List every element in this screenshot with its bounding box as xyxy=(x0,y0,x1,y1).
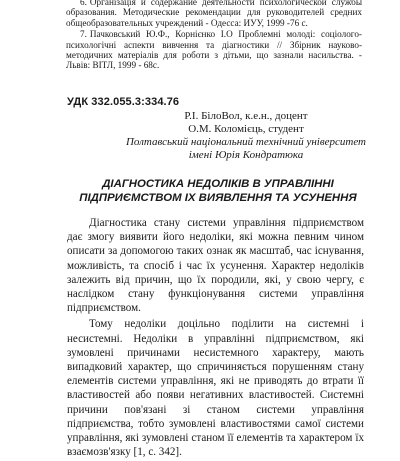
reference-list xyxy=(66,0,362,72)
reference-item-7 xyxy=(66,29,362,71)
reference-number: 6. xyxy=(80,0,87,7)
body-paragraph-1: Діагностика стану системи управління підприємством дає змогу виявити його недоліки, які можна певним чином описати за допомогою таких ознак як масштаб, час існування, можливість, та спосіб і час їх усунення. Характер недоліків залежить від причин, що їх породили, які, у свою чергу, є наслідком стану функціонування системи управління підприємством. xyxy=(67,217,364,315)
reference-number: 7. xyxy=(80,29,87,40)
article-title: ДІАГНОСТИКА НЕДОЛІКІВ В УПРАВЛІННІ ПІДПРИЄМСТВОМ ІХ ВИЯВЛЕННЯ ТА УСУНЕННЯ xyxy=(79,178,357,204)
udc-code: УДК 332.055.3:334.76 xyxy=(67,96,180,108)
affiliation-line-2: імені Юрія Кондратюка xyxy=(188,149,304,161)
reference-item-6 xyxy=(66,0,362,28)
affiliation-line-1: Полтавський національний технічний університет xyxy=(125,136,366,148)
author-block xyxy=(126,110,366,162)
author-line-2: О.М. Коломієць, студент xyxy=(188,123,304,135)
reference-text: Організація й содержание деятельности психологической службы образования. Методические рекомендации для руководителей средних общеобразовательных учреждений - Одесса: ИУУ, 1999 -76 с. xyxy=(66,0,362,28)
author-line-1: Р.І. БілоВол, к.е.н., доцент xyxy=(184,110,308,122)
article-body xyxy=(67,216,364,461)
body-paragraph-2: Тому недоліки доцільно поділити на системні і несистемні. Недоліки в управлінні підприємством, які зумовлені причинами несистемного характеру, мають випадковий характер, що спричиняється порушенням стану елементів системи управління, які не приводять до втрати її властивостей або появи негативних властивостей. Системні причини пов'язані зі станом системи управління підприємства, тобто зумовлені властивостями самої системи управління, які зумовлені станом її елементів та характером їх взаємозв'язку [1, с. 342]. xyxy=(67,318,364,459)
reference-text: Пачковський Ю.Ф., Корнієнко І.О Проблемні молоді: соціолого-психологічні аспекти вивчення та діагностики // Збірник науково-методичних матеріалів для роботи з дітьми, що зазнали насильства. - Львів: ВІТЛ, 1999 - 68с. xyxy=(66,29,362,71)
